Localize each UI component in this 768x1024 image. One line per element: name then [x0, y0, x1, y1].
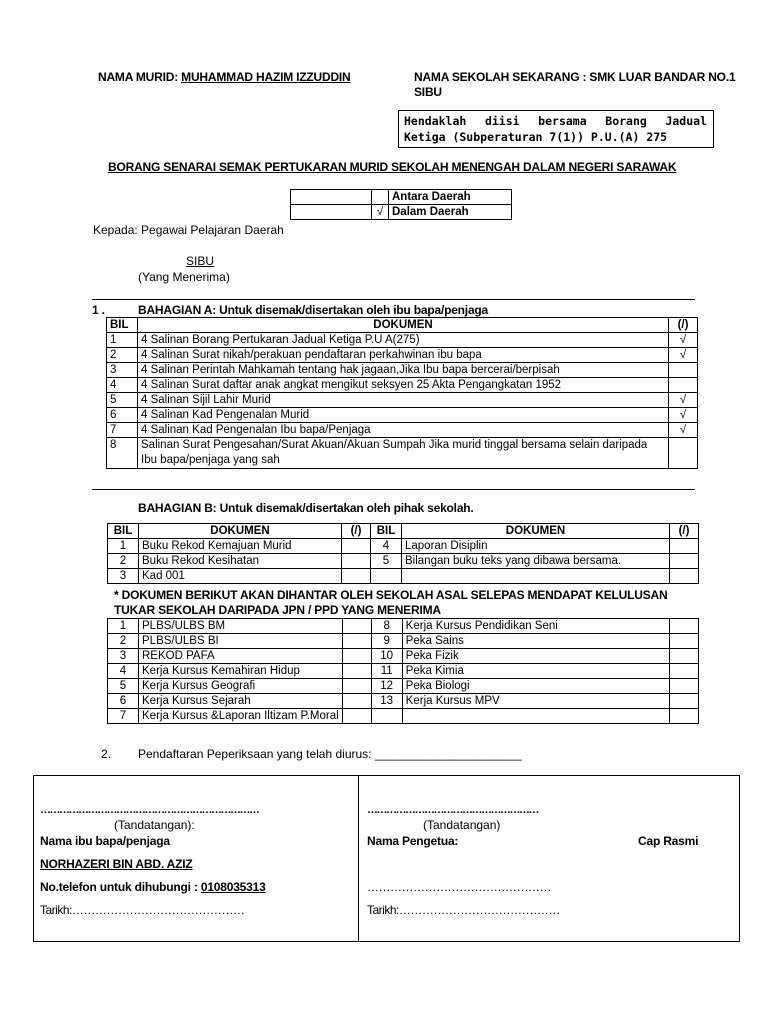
- section-a-table: [106, 317, 698, 469]
- doc-cell: 4 Salinan Kad Pengenalan Ibu bapa/Penjaga: [138, 423, 669, 438]
- bil-header: BIL: [108, 524, 139, 539]
- bil-cell: 3: [108, 649, 139, 664]
- tick-cell[interactable]: [342, 694, 371, 709]
- bil-cell: 5: [108, 679, 139, 694]
- parent-date[interactable]: Tarikh:………………………………………: [40, 903, 245, 917]
- doc-cell: PLBS/ULBS BM: [139, 619, 343, 634]
- student-name-label: NAMA MURID:: [98, 70, 179, 84]
- tick-cell[interactable]: [670, 649, 699, 664]
- tick-cell[interactable]: [342, 649, 371, 664]
- section-a-number: 1 .: [92, 303, 105, 317]
- doc-line-2: Ibu bapa/penjaga yang sah: [141, 454, 280, 466]
- bil-cell: 4: [108, 664, 139, 679]
- student-name-value: MUHAMMAD HAZIM IZZUDDIN: [181, 70, 351, 84]
- doc-cell: Kerja Kursus &Laporan Iltizam P.Moral: [139, 709, 343, 724]
- bil-cell: 13: [371, 694, 402, 709]
- notice-line-2: Ketiga (Subperaturan 7(1)) P.U.(A) 275: [404, 130, 668, 144]
- bil-header: BIL: [107, 318, 138, 333]
- notice-line-1: Hendaklah diisi bersama Borang Jadual: [404, 114, 707, 128]
- table-row: [108, 649, 699, 664]
- bil-cell: 4: [371, 539, 402, 554]
- doc-cell: Kerja Kursus Geografi: [139, 679, 343, 694]
- doc-cell-multiline: [138, 438, 669, 469]
- tick-cell[interactable]: [342, 554, 371, 569]
- form-title: BORANG SENARAI SEMAK PERTUKARAN MURID SEKOLAH MENENGAH DALAM NEGERI SARAWAK: [108, 160, 677, 174]
- school-name-line2: SIBU: [414, 85, 442, 99]
- bil-cell: 3: [108, 569, 139, 584]
- doc-cell: Bilangan buku teks yang dibawa bersama.: [402, 554, 670, 569]
- bil-cell: 9: [371, 634, 402, 649]
- bil-cell: 8: [107, 438, 138, 469]
- principal-date[interactable]: Tarikh:……………………………………: [367, 903, 560, 917]
- bil-cell: 1: [107, 333, 138, 348]
- doc-cell: 4 Salinan Perintah Mahkamah tentang hak jagaan,Jika Ibu bapa bercerai/berpisah: [138, 363, 669, 378]
- bil-cell: [371, 569, 402, 584]
- type-mark-cell[interactable]: [372, 190, 389, 205]
- bil-cell: 1: [108, 619, 139, 634]
- principal-name-dots[interactable]: …………………………………………: [367, 880, 551, 894]
- bil-cell: 2: [107, 348, 138, 363]
- pendaftaran-number: 2.: [101, 747, 112, 761]
- table-row: [107, 438, 698, 469]
- tick-cell[interactable]: [342, 569, 371, 584]
- section-b-title: BAHAGIAN B: Untuk disemak/disertakan oleh pihak sekolah.: [138, 501, 474, 515]
- doc-cell: 4 Salinan Surat nikah/perakuan pendaftaran perkahwinan ibu bapa: [138, 348, 669, 363]
- bil-cell: 4: [107, 378, 138, 393]
- kepada-line: Kepada: Pegawai Pelajaran Daerah: [93, 223, 284, 237]
- doc-cell: Peka Sains: [402, 634, 669, 649]
- doc-cell: Kerja Kursus Pendidikan Seni: [402, 619, 669, 634]
- bil-cell: 6: [107, 408, 138, 423]
- table-row: [107, 408, 698, 423]
- doc-cell: Laporan Disiplin: [402, 539, 670, 554]
- bil-cell: 12: [371, 679, 402, 694]
- doc-cell: Kerja Kursus MPV: [402, 694, 669, 709]
- divider-top: [92, 299, 695, 300]
- parent-tandatangan: (Tandatangan):: [114, 818, 195, 832]
- table-row: [291, 205, 512, 220]
- doc-cell: Buku Rekod Kesihatan: [139, 554, 342, 569]
- principal-name-label: Nama Pengetua:: [367, 834, 459, 848]
- doc-cell: [402, 569, 670, 584]
- table-row: [107, 378, 698, 393]
- tick-cell[interactable]: [670, 619, 699, 634]
- doc-cell: Peka Fizik: [402, 649, 669, 664]
- doc-cell: 4 Salinan Sijil Lahir Murid: [138, 393, 669, 408]
- dokumen-header: DOKUMEN: [138, 318, 669, 333]
- bil-cell: 11: [371, 664, 402, 679]
- dokumen-header: DOKUMEN: [139, 524, 342, 539]
- bil-cell: 1: [108, 539, 139, 554]
- table-row: [108, 634, 699, 649]
- type-mark-cell[interactable]: √: [372, 205, 389, 220]
- tick-cell[interactable]: [670, 554, 699, 569]
- student-name-line: [98, 70, 351, 84]
- doc-cell: REKOD PAFA: [139, 649, 343, 664]
- bil-cell: 10: [371, 649, 402, 664]
- section-a-title: BAHAGIAN A: Untuk disemak/disertakan oleh ibu bapa/penjaga: [138, 303, 489, 317]
- bil-cell: 3: [107, 363, 138, 378]
- tick-cell[interactable]: [670, 679, 699, 694]
- type-label-cell: Dalam Daerah: [389, 205, 512, 220]
- pendaftaran-text[interactable]: Pendaftaran Peperiksaan yang telah diurus: ______________________: [138, 747, 522, 761]
- tick-cell[interactable]: [342, 619, 371, 634]
- table-row: [107, 393, 698, 408]
- tick-cell[interactable]: [669, 378, 698, 393]
- table-row: [108, 709, 699, 724]
- table-row: [108, 569, 699, 584]
- section-b-notice-line-2: TUKAR SEKOLAH DARIPADA JPN / PPD YANG MENERIMA: [114, 603, 441, 617]
- doc-cell: [402, 709, 669, 724]
- tick-cell[interactable]: [342, 539, 371, 554]
- type-label-cell: Antara Daerah: [389, 190, 512, 205]
- transfer-type-table: [290, 189, 512, 220]
- notice-box: [398, 110, 714, 148]
- table-row: [291, 190, 512, 205]
- doc-cell: Kerja Kursus Sejarah: [139, 694, 343, 709]
- section-b-followup-table: [107, 618, 699, 724]
- doc-cell: 4 Salinan Kad Pengenalan Murid: [138, 408, 669, 423]
- divider-middle: [92, 489, 695, 490]
- bil-cell: 2: [108, 634, 139, 649]
- bil-cell: 7: [108, 709, 139, 724]
- doc-cell: Kerja Kursus Kemahiran Hidup: [139, 664, 343, 679]
- tick-cell[interactable]: [342, 709, 371, 724]
- tick-cell[interactable]: [670, 634, 699, 649]
- tick-cell[interactable]: [669, 363, 698, 378]
- tick-cell[interactable]: [670, 664, 699, 679]
- kepada-receiver: (Yang Menerima): [138, 270, 230, 284]
- table-row: [107, 423, 698, 438]
- table-row: [107, 363, 698, 378]
- tick-cell[interactable]: [342, 664, 371, 679]
- tick-header: (/): [669, 318, 698, 333]
- parent-name-value: NORHAZERI BIN ABD. AZIZ: [40, 857, 193, 871]
- bil-cell: [371, 709, 402, 724]
- signature-divider: [358, 776, 359, 941]
- doc-line-1: Salinan Surat Pengesahan/Surat Akuan/Akuan Sumpah Jika murid tinggal bersama selain daripada: [141, 439, 648, 451]
- tick-cell[interactable]: √: [669, 393, 698, 408]
- section-b-notice-line-1: * DOKUMEN BERIKUT AKAN DIHANTAR OLEH SEKOLAH ASAL SELEPAS MENDAPAT KELULUSAN: [114, 588, 668, 602]
- table-row: [107, 348, 698, 363]
- parent-signature-dots[interactable]: ……………………………………………………………: [40, 804, 259, 816]
- table-header-row: [107, 318, 698, 333]
- type-blank-cell: [291, 205, 372, 220]
- tick-header: (/): [670, 524, 699, 539]
- tick-cell[interactable]: [669, 438, 698, 469]
- table-row: [108, 679, 699, 694]
- table-row: [107, 333, 698, 348]
- parent-phone-value: 0108035313: [200, 880, 266, 894]
- table-row: [108, 619, 699, 634]
- parent-phone-label: No.telefon untuk dihubungi :: [40, 880, 201, 894]
- doc-cell: Peka Kimia: [402, 664, 669, 679]
- tick-cell[interactable]: √: [669, 423, 698, 438]
- bil-cell: 6: [108, 694, 139, 709]
- principal-tandatangan: (Tandatangan): [423, 818, 501, 832]
- table-row: [108, 694, 699, 709]
- tick-cell[interactable]: √: [669, 333, 698, 348]
- school-name-label: NAMA SEKOLAH SEKARANG : SMK LUAR BANDAR NO.1: [414, 70, 736, 84]
- principal-signature-dots[interactable]: ………………………………………………: [367, 804, 538, 816]
- bil-cell: 2: [108, 554, 139, 569]
- tick-cell[interactable]: √: [669, 348, 698, 363]
- bil-cell: 5: [107, 393, 138, 408]
- parent-phone-line: [40, 880, 266, 894]
- doc-cell: Peka Biologi: [402, 679, 669, 694]
- doc-cell: 4 Salinan Borang Pertukaran Jadual Ketiga P.U A(275): [138, 333, 669, 348]
- tick-cell[interactable]: √: [669, 408, 698, 423]
- doc-cell: Kad 001: [139, 569, 342, 584]
- tick-cell[interactable]: [670, 709, 699, 724]
- signature-box: [33, 775, 740, 942]
- tick-cell[interactable]: [670, 539, 699, 554]
- doc-cell: Buku Rekod Kemajuan Murid: [139, 539, 342, 554]
- tick-cell[interactable]: [670, 694, 699, 709]
- table-row: [108, 554, 699, 569]
- bil-cell: 7: [107, 423, 138, 438]
- bil-cell: 8: [371, 619, 402, 634]
- doc-cell: 4 Salinan Surat daftar anak angkat mengikut seksyen 25 Akta Pengangkatan 1952: [138, 378, 669, 393]
- official-stamp-label: Cap Rasmi: [638, 834, 699, 848]
- section-b-table: [107, 523, 699, 584]
- bil-header: BIL: [371, 524, 402, 539]
- dokumen-header: DOKUMEN: [402, 524, 670, 539]
- doc-cell: PLBS/ULBS BI: [139, 634, 343, 649]
- tick-cell[interactable]: [670, 569, 699, 584]
- tick-header: (/): [342, 524, 371, 539]
- bil-cell: 5: [371, 554, 402, 569]
- table-row: [108, 539, 699, 554]
- kepada-place: SIBU: [186, 254, 215, 268]
- type-blank-cell: [291, 190, 372, 205]
- tick-cell[interactable]: [342, 679, 371, 694]
- table-row: [108, 664, 699, 679]
- tick-cell[interactable]: [342, 634, 371, 649]
- table-header-row: [108, 524, 699, 539]
- parent-name-label: Nama ibu bapa/penjaga: [40, 834, 170, 848]
